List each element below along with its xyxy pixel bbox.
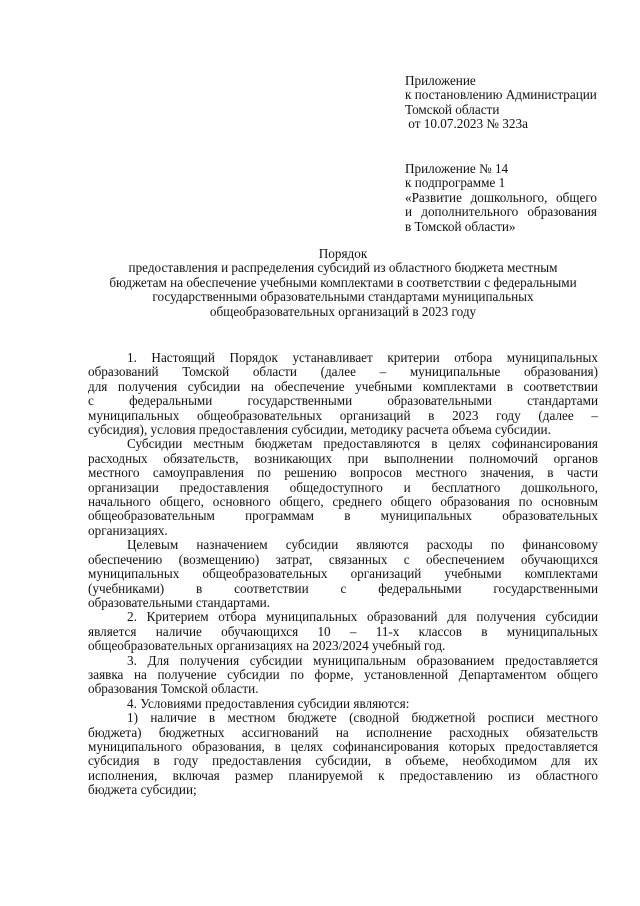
paragraph-line: 4. Условиями предоставления субсидии являются:: [127, 695, 410, 711]
paragraph: [88, 437, 598, 538]
paragraph-line: Целевым назначением субсидии являются расходы по финансовому: [127, 537, 598, 553]
paragraph-line: образования Томской области.: [88, 681, 259, 697]
approval-line: от 10.07.2023 № 323а: [405, 116, 528, 132]
paragraph-line: организации предоставления общедоступного и бесплатного дошкольного,: [88, 479, 598, 495]
paragraph-line: муниципальных общеобразовательных организаций учебными комплектами: [88, 566, 598, 582]
paragraph-line: муниципальных общеобразовательных организаций в 2023 году (далее –: [88, 407, 598, 423]
paragraph: [88, 654, 598, 697]
approval-line: к постановлению Администрации: [405, 87, 597, 103]
document-title: [88, 247, 598, 319]
paragraph-line: 3. Для получения субсидии муниципальным образованием предоставляется: [127, 652, 598, 668]
paragraph-line: местного самоуправления по решению вопросов местного значения, в части: [88, 465, 598, 481]
paragraph: [88, 610, 598, 653]
approval-stamp-subprogram: [405, 162, 597, 234]
paragraph-line: исполнения, включая размер планируемой к предоставлению из областного: [88, 767, 598, 783]
document-body: [88, 351, 598, 798]
paragraph-line: образований Томской области (далее – муниципальные образования): [88, 364, 598, 380]
approval-line: к подпрограмме 1: [405, 175, 506, 191]
paragraph-line: заявка на получение субсидии по форме, установленной Департаментом общего: [88, 666, 598, 682]
paragraph-line: для получения субсидии на обеспечение учебными комплектами в соответствии: [88, 378, 598, 394]
approval-line: Приложение: [405, 73, 476, 88]
paragraph-line: образовательными стандартами.: [88, 594, 271, 610]
approval-line: в Томской области»: [405, 218, 516, 234]
paragraph-line: обеспечению (возмещению) затрат, связанных с обеспечением обучающихся: [88, 551, 598, 567]
paragraph-line: начального общего, основного общего, среднего общего образования по основным: [88, 494, 598, 510]
paragraph-line: субсидия), условия предоставления субсидии, методику расчета объема субсидии.: [88, 422, 551, 438]
paragraph-line: организациях.: [88, 522, 168, 538]
approval-line: и дополнительного образования: [405, 204, 597, 220]
paragraph-line: является наличие обучающихся 10 – 11-х классов в муниципальных: [88, 623, 598, 639]
paragraph-line: общеобразовательных организациях на 2023/2024 учебный год.: [88, 638, 446, 654]
paragraph-line: Субсидии местным бюджетам предоставляются в целях софинансирования: [127, 436, 598, 452]
paragraph: [88, 697, 598, 711]
approval-line: Приложение № 14: [405, 161, 509, 176]
approval-stamp-resolution: [405, 74, 597, 132]
title-line: предоставления и распределения субсидий из областного бюджета местным: [128, 260, 558, 276]
paragraph-line: бюджета) бюджетных ассигнований на исполнение расходных обязательств: [88, 724, 598, 740]
paragraph-line: субсидия в году предоставления субсидии, в объеме, необходимом для их: [88, 753, 598, 769]
paragraph-line: расходных обязательств, возникающих при выполнении полномочий органов: [88, 450, 598, 466]
paragraph-line: бюджета субсидии;: [88, 782, 197, 798]
approval-line: «Развитие дошкольного, общего: [405, 189, 597, 205]
title-line: Порядок: [318, 246, 368, 261]
title-line: общеобразовательных организаций в 2023 году: [209, 303, 477, 319]
title-line: бюджетам на обеспечение учебными комплектами в соответствии с федеральными: [109, 274, 577, 290]
paragraph-line: с федеральными государственными образовательными стандартами: [88, 393, 598, 409]
paragraph-line: муниципального образования, в целях софинансирования которых предоставляется: [88, 738, 598, 754]
paragraph: [88, 351, 598, 437]
paragraph-line: 1. Настоящий Порядок устанавливает критерии отбора муниципальных: [127, 350, 598, 365]
paragraph-line: 2. Критерием отбора муниципальных образований для получения субсидии: [127, 609, 598, 625]
title-line: государственными образовательными стандартами муниципальных: [152, 289, 534, 305]
paragraph-line: (учебниками) в соответствии с федеральными государственными: [88, 580, 598, 596]
paragraph: [88, 711, 598, 797]
paragraph: [88, 538, 598, 610]
approval-line: Томской области: [405, 101, 500, 117]
paragraph-line: 1) наличие в местном бюджете (сводной бюджетной росписи местного: [127, 710, 598, 726]
paragraph-line: общеобразовательным программам в муниципальных образовательных: [88, 508, 598, 524]
